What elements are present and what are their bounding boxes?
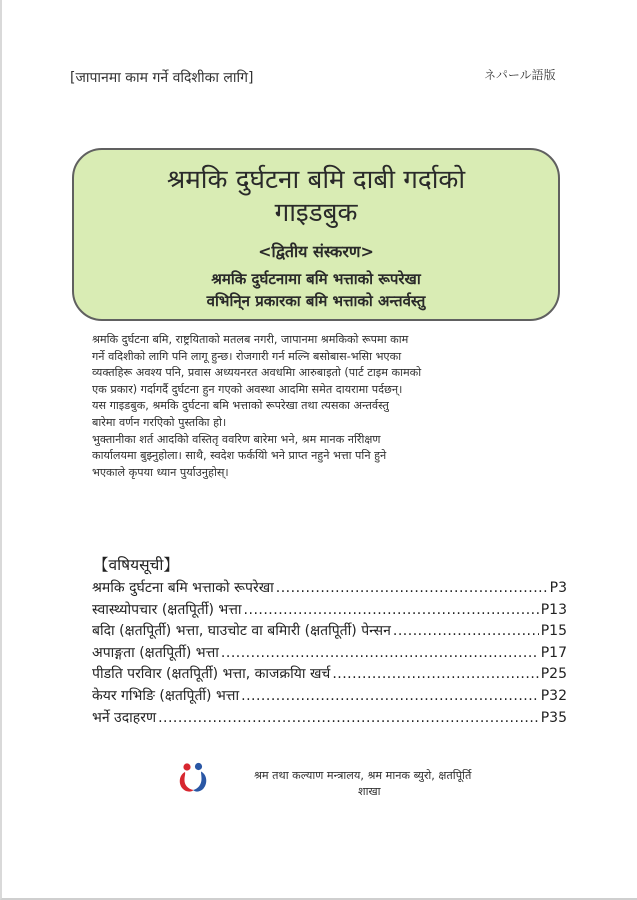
header-note: [जापानमा काम गर्ने वदिशीका लागि] bbox=[70, 70, 254, 86]
toc-leader-dots bbox=[241, 688, 539, 704]
intro-line: भुक्तानीका शर्त आदकिो वस्तितृ ववरिण बारेमा भने, श्रम मानक नरिीक्षण bbox=[92, 432, 381, 446]
edition-label: <द्वितीय संस्करण> bbox=[258, 242, 374, 261]
title-box bbox=[72, 148, 560, 321]
toc-leader-dots bbox=[244, 602, 539, 618]
publisher-line-2: शाखा bbox=[358, 785, 381, 798]
toc-entry-label: अपाङ्गता (क्षतपूिर्ती) भत्ता bbox=[92, 644, 219, 661]
toc-entry[interactable] bbox=[92, 686, 567, 708]
intro-line: बारेमा वर्णन गरएिको पुस्तकिा हो। bbox=[92, 415, 227, 429]
toc-entry-label: श्रमकि दुर्घटना बमि भत्ताको रूपरेखा bbox=[92, 580, 274, 596]
subtitle bbox=[74, 268, 558, 312]
title-line-2: गाइडबुक bbox=[274, 198, 358, 228]
toc-entry-label: केयर गभिङि (क्षतपूिर्ती) भत्ता bbox=[92, 687, 240, 704]
intro-line: यस गाइडबुक, श्रमकि दुर्घटना बमि भत्ताको रूपरेखा तथा त्यसका अन्तर्वस्तु bbox=[92, 399, 389, 413]
toc-entry[interactable] bbox=[92, 621, 567, 643]
toc-entry-label: बदिा (क्षतपूिर्ती) भत्ता, घाउचोट वा बमिारी (क्षतपूिर्ती) पेन्सन bbox=[92, 623, 391, 640]
language-tag: ネパール語版 bbox=[484, 68, 556, 82]
toc-entry-page: P17 bbox=[540, 644, 567, 661]
toc-leader-dots bbox=[332, 666, 538, 682]
toc-entry[interactable] bbox=[92, 708, 567, 730]
toc-entry[interactable] bbox=[92, 600, 567, 622]
toc-leader-dots bbox=[158, 710, 539, 726]
table-of-contents bbox=[92, 578, 567, 729]
intro-line: कार्यालयमा बुझ्नुहोला। साथै, स्वदेश फर्कयिो भने प्राप्त नहुने भत्ता पनि हुने bbox=[92, 449, 387, 463]
toc-entry-label: पीडति परविार (क्षतपूिर्ती) भत्ता, काजक्रयिा खर्च bbox=[92, 666, 331, 683]
toc-entry-page: P3 bbox=[549, 580, 567, 596]
toc-entry[interactable] bbox=[92, 578, 567, 600]
ministry-logo-icon bbox=[176, 760, 210, 794]
toc-entry[interactable] bbox=[92, 664, 567, 686]
toc-leader-dots bbox=[221, 645, 539, 661]
toc-heading: 【वषियसूची】 bbox=[93, 556, 179, 574]
toc-entry-page: P35 bbox=[540, 709, 567, 726]
toc-entry-page: P15 bbox=[540, 623, 567, 640]
toc-leader-dots bbox=[393, 623, 539, 639]
toc-entry-label: स्वास्थ्योपचार (क्षतपूिर्ती) भत्ता bbox=[92, 601, 242, 618]
intro-line: एक प्रकार) गर्दागर्दै दुर्घटना हुन गएको अवस्था आदमिा समेत दायरामा पर्दछन्। bbox=[92, 382, 403, 396]
intro-line: गर्ने वदिशीको लागि पनि लागू हुन्छ। रोजगारी गर्न मल्नि बसोबास-भसिा भएका bbox=[92, 349, 402, 363]
toc-entry-page: P13 bbox=[540, 601, 567, 618]
toc-entry-label: भर्ने उदाहरण bbox=[92, 709, 157, 726]
intro-line: श्रमकि दुर्घटना बमि, राष्ट्रयिताको मतलब नगरी, जापानमा श्रमकिको रूपमा काम bbox=[92, 333, 409, 346]
intro-line: भएकाले कृपया ध्यान पुर्याउनुहोस्। bbox=[92, 465, 229, 479]
publisher-footer bbox=[254, 768, 574, 800]
toc-entry-page: P32 bbox=[540, 687, 567, 704]
intro-text bbox=[92, 332, 542, 481]
subtitle-line-2: वभिनि्न प्रकारका बमि भत्ताको अन्तर्वस्तु bbox=[206, 292, 426, 310]
intro-line: व्यक्तहिरू अवश्य पनि, प्रवास अध्ययनरत अवधमिा आरुबाइतो (पार्ट टाइम कामको bbox=[92, 366, 422, 380]
title-line-1: श्रमकि दुर्घटना बमि दाबी गर्दाको bbox=[166, 165, 466, 195]
toc-entry-page: P25 bbox=[540, 666, 567, 683]
publisher-line-1: श्रम तथा कल्याण मन्त्रालय, श्रम मानक ब्युरो, क्षतपूिर्ति bbox=[254, 769, 472, 782]
toc-entry[interactable] bbox=[92, 643, 567, 665]
subtitle-line-1: श्रमकि दुर्घटनामा बमि भत्ताको रूपरेखा bbox=[211, 270, 421, 288]
toc-leader-dots bbox=[276, 580, 548, 596]
guidebook-title bbox=[74, 164, 558, 230]
